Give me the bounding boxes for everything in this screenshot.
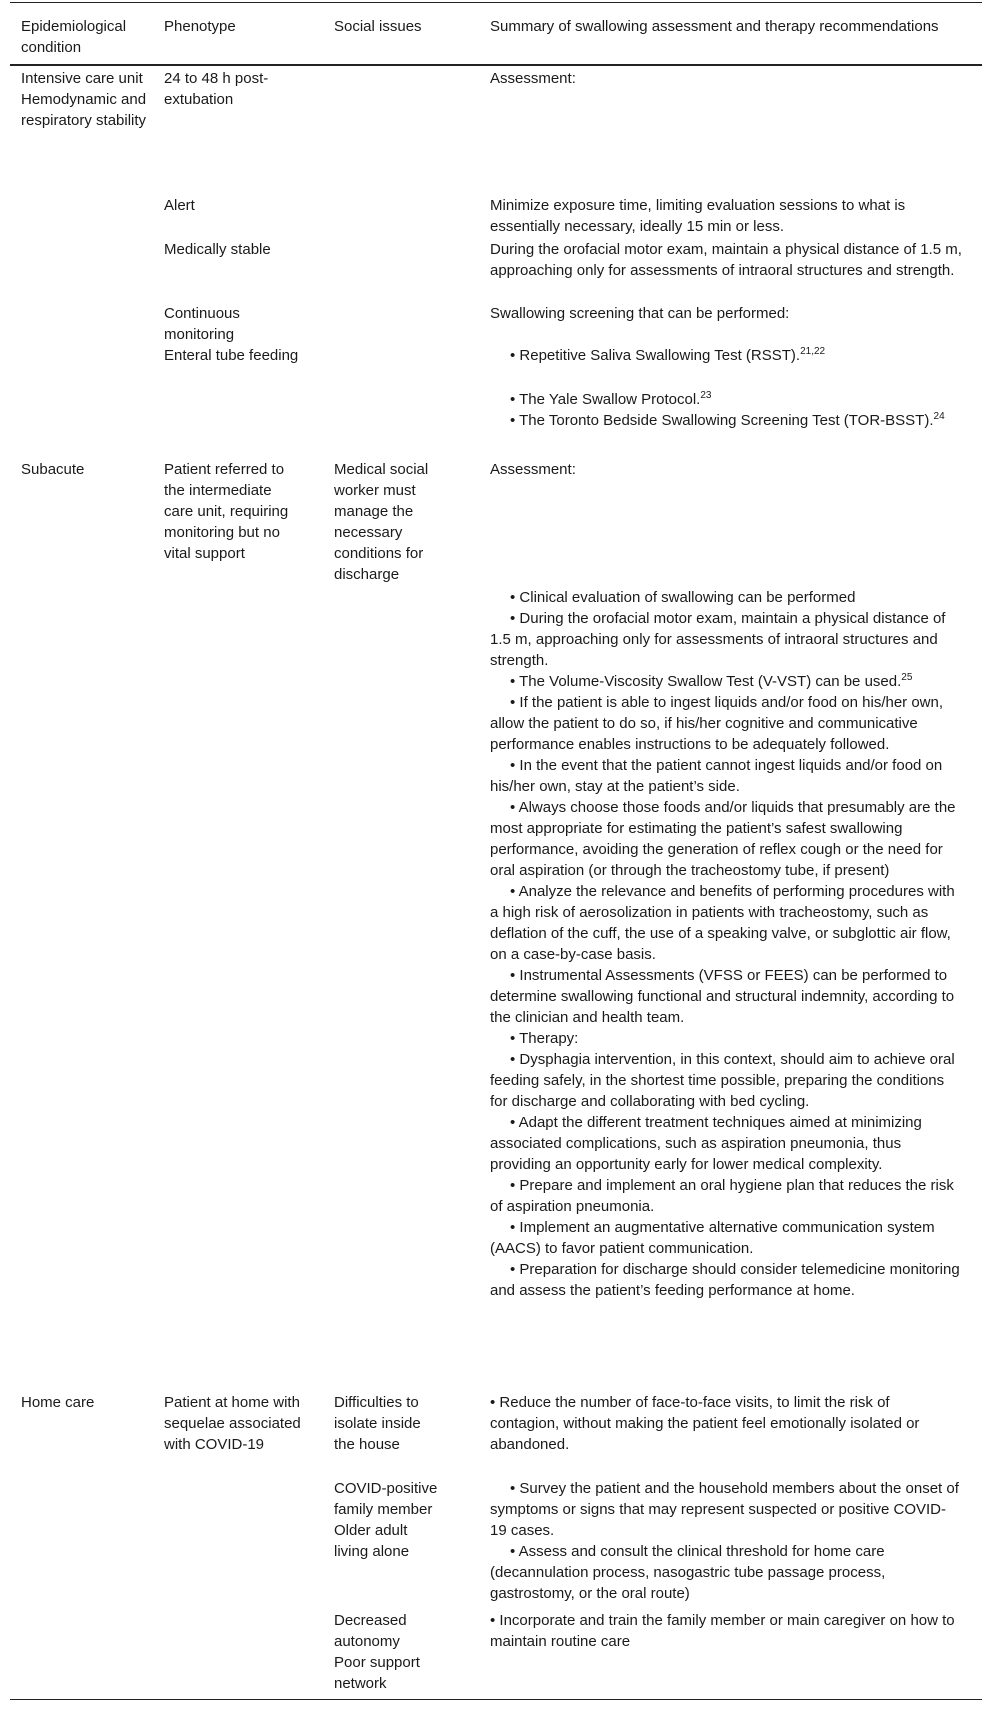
yale-reference: 23: [700, 390, 712, 401]
icu-phenotype-medically-stable: Medically stable: [164, 241, 271, 258]
icu-condition-line: Hemodynamic and respiratory stability: [21, 91, 147, 129]
list-item: • Adapt the different treatment techniques aimed at minimizing associated complications, such as aspiration pneumonia, thus providing an opportunity early for lower medical complexity.: [490, 1114, 922, 1173]
table-top-rule: [10, 2, 982, 3]
list-item: • If the patient is able to ingest liquids and/or food on his/her own, allow the patient to do so, if his/her cognitive and communicative performance enables instructions to be adequately followed.: [490, 694, 944, 753]
rsst-reference: 21,22: [800, 346, 826, 357]
icu-condition-line: Intensive care unit: [21, 70, 143, 87]
header-phenotype: Phenotype: [164, 18, 236, 35]
vvst-text: • The Volume-Viscosity Swallow Test (V-VST) can be used.: [510, 673, 902, 690]
header-social-issues: Social issues: [334, 18, 422, 35]
icu-orofacial-exam: During the orofacial motor exam, maintain a physical distance of 1.5 m, approaching only for assessments of intraoral structures and strength.: [490, 241, 962, 279]
icu-screening-list: [490, 389, 962, 431]
home-reduce-visits: • Reduce the number of face-to-face visits, to limit the risk of contagion, without making the patient feel emotionally isolated or abandoned.: [490, 1394, 920, 1453]
home-phenotype: Patient at home with sequelae associated with COVID-19: [164, 1394, 301, 1453]
icu-assessment-heading: Assessment:: [490, 70, 576, 87]
list-item: • Dysphagia intervention, in this context, should aim to achieve oral feeding safely, in the shortest time possible, preparing the conditions for discharge and collaborating with bed cycling.: [490, 1051, 955, 1110]
home-survey: [490, 1478, 962, 1604]
list-item: • Always choose those foods and/or liquids that presumably are the most appropriate for estimating the patient’s safest swallowing performance, avoiding the generation of reflex cough or the need for oral aspiration (or through the tracheostomy tube, if present): [490, 799, 956, 879]
table-header-rule: [10, 64, 982, 66]
list-item: • Implement an augmentative alternative communication system (AACS) to favor patient communication.: [490, 1219, 935, 1257]
social-item: Decreased autonomy: [334, 1612, 407, 1650]
icu-condition: [21, 68, 149, 131]
icu-screening-rsst: [490, 345, 962, 366]
icu-phenotype-alert: Alert: [164, 197, 195, 214]
icu-phenotype-monitoring: [164, 303, 304, 366]
rsst-text: • Repetitive Saliva Swallowing Test (RSST).: [510, 347, 801, 364]
home-social-details: [334, 1478, 442, 1562]
header-epidemiological-condition: Epidemiological condition: [21, 18, 127, 56]
list-item: • Assess and consult the clinical threshold for home care (decannulation process, nasogastric tube passage process, gastrostomy, or the oral route): [490, 1543, 886, 1602]
header-summary: Summary of swallowing assessment and therapy recommendations: [490, 18, 939, 35]
list-item: • Instrumental Assessments (VFSS or FEES) can be performed to determine swallowing functional and structural indemnity, according to the clinician and health team.: [490, 967, 955, 1026]
list-item: • Therapy:: [510, 1030, 579, 1047]
yale-text: • The Yale Swallow Protocol.: [510, 391, 701, 408]
tor-bsst-reference: 24: [933, 411, 945, 422]
icu-screening-heading: Swallowing screening that can be performed:: [490, 305, 790, 322]
list-item: • During the orofacial motor exam, maintain a physical distance of 1.5 m, approaching only for assessments of intraoral structures and strength.: [490, 610, 946, 669]
table-bottom-rule: [10, 1699, 982, 1700]
vvst-reference: 25: [901, 672, 913, 683]
list-item: • Preparation for discharge should consider telemedicine monitoring and assess the patient’s feeding performance at home.: [490, 1261, 960, 1299]
home-train-caregiver: • Incorporate and train the family member or main caregiver on how to maintain routine care: [490, 1612, 955, 1650]
list-item: • Clinical evaluation of swallowing can be performed: [510, 589, 856, 606]
social-item: Poor support network: [334, 1654, 420, 1692]
subacute-phenotype: Patient referred to the intermediate care unit, requiring monitoring but no vital support: [164, 461, 289, 562]
phenotype-line: Continuous monitoring: [164, 305, 240, 343]
social-item: COVID-positive family member: [334, 1480, 438, 1518]
icu-exposure-time: Minimize exposure time, limiting evaluation sessions to what is essentially necessary, ideally 15 min or less.: [490, 197, 906, 235]
list-item: • Analyze the relevance and benefits of performing procedures with a high risk of aerosolization in patients with tracheostomy, such as deflation of the cuff, the use of a speaking valve, or subglottic air flow, on a case-by-case basis.: [490, 883, 955, 963]
social-item: Older adult living alone: [334, 1522, 410, 1560]
home-social-isolation: Difficulties to isolate inside the house: [334, 1394, 421, 1453]
subacute-condition: Subacute: [21, 461, 85, 478]
list-item: • In the event that the patient cannot ingest liquids and/or food on his/her own, stay at the patient’s side.: [490, 757, 943, 795]
list-item: • Prepare and implement an oral hygiene plan that reduces the risk of aspiration pneumonia.: [490, 1177, 954, 1215]
subacute-recommendations: [490, 587, 962, 1301]
subacute-social: Medical social worker must manage the necessary conditions for discharge: [334, 461, 429, 583]
subacute-assessment-heading: Assessment:: [490, 461, 576, 478]
home-condition: Home care: [21, 1394, 95, 1411]
home-social-autonomy: [334, 1610, 442, 1694]
list-item: • Survey the patient and the household members about the onset of symptoms or signs that may represent suspected or positive COVID-19 cases.: [490, 1480, 959, 1539]
phenotype-line: Enteral tube feeding: [164, 347, 299, 364]
list-item: [490, 671, 962, 692]
tor-bsst-text: • The Toronto Bedside Swallowing Screening Test (TOR-BSST).: [510, 412, 934, 429]
icu-phenotype-post-extubation: 24 to 48 h post-extubation: [164, 70, 269, 108]
